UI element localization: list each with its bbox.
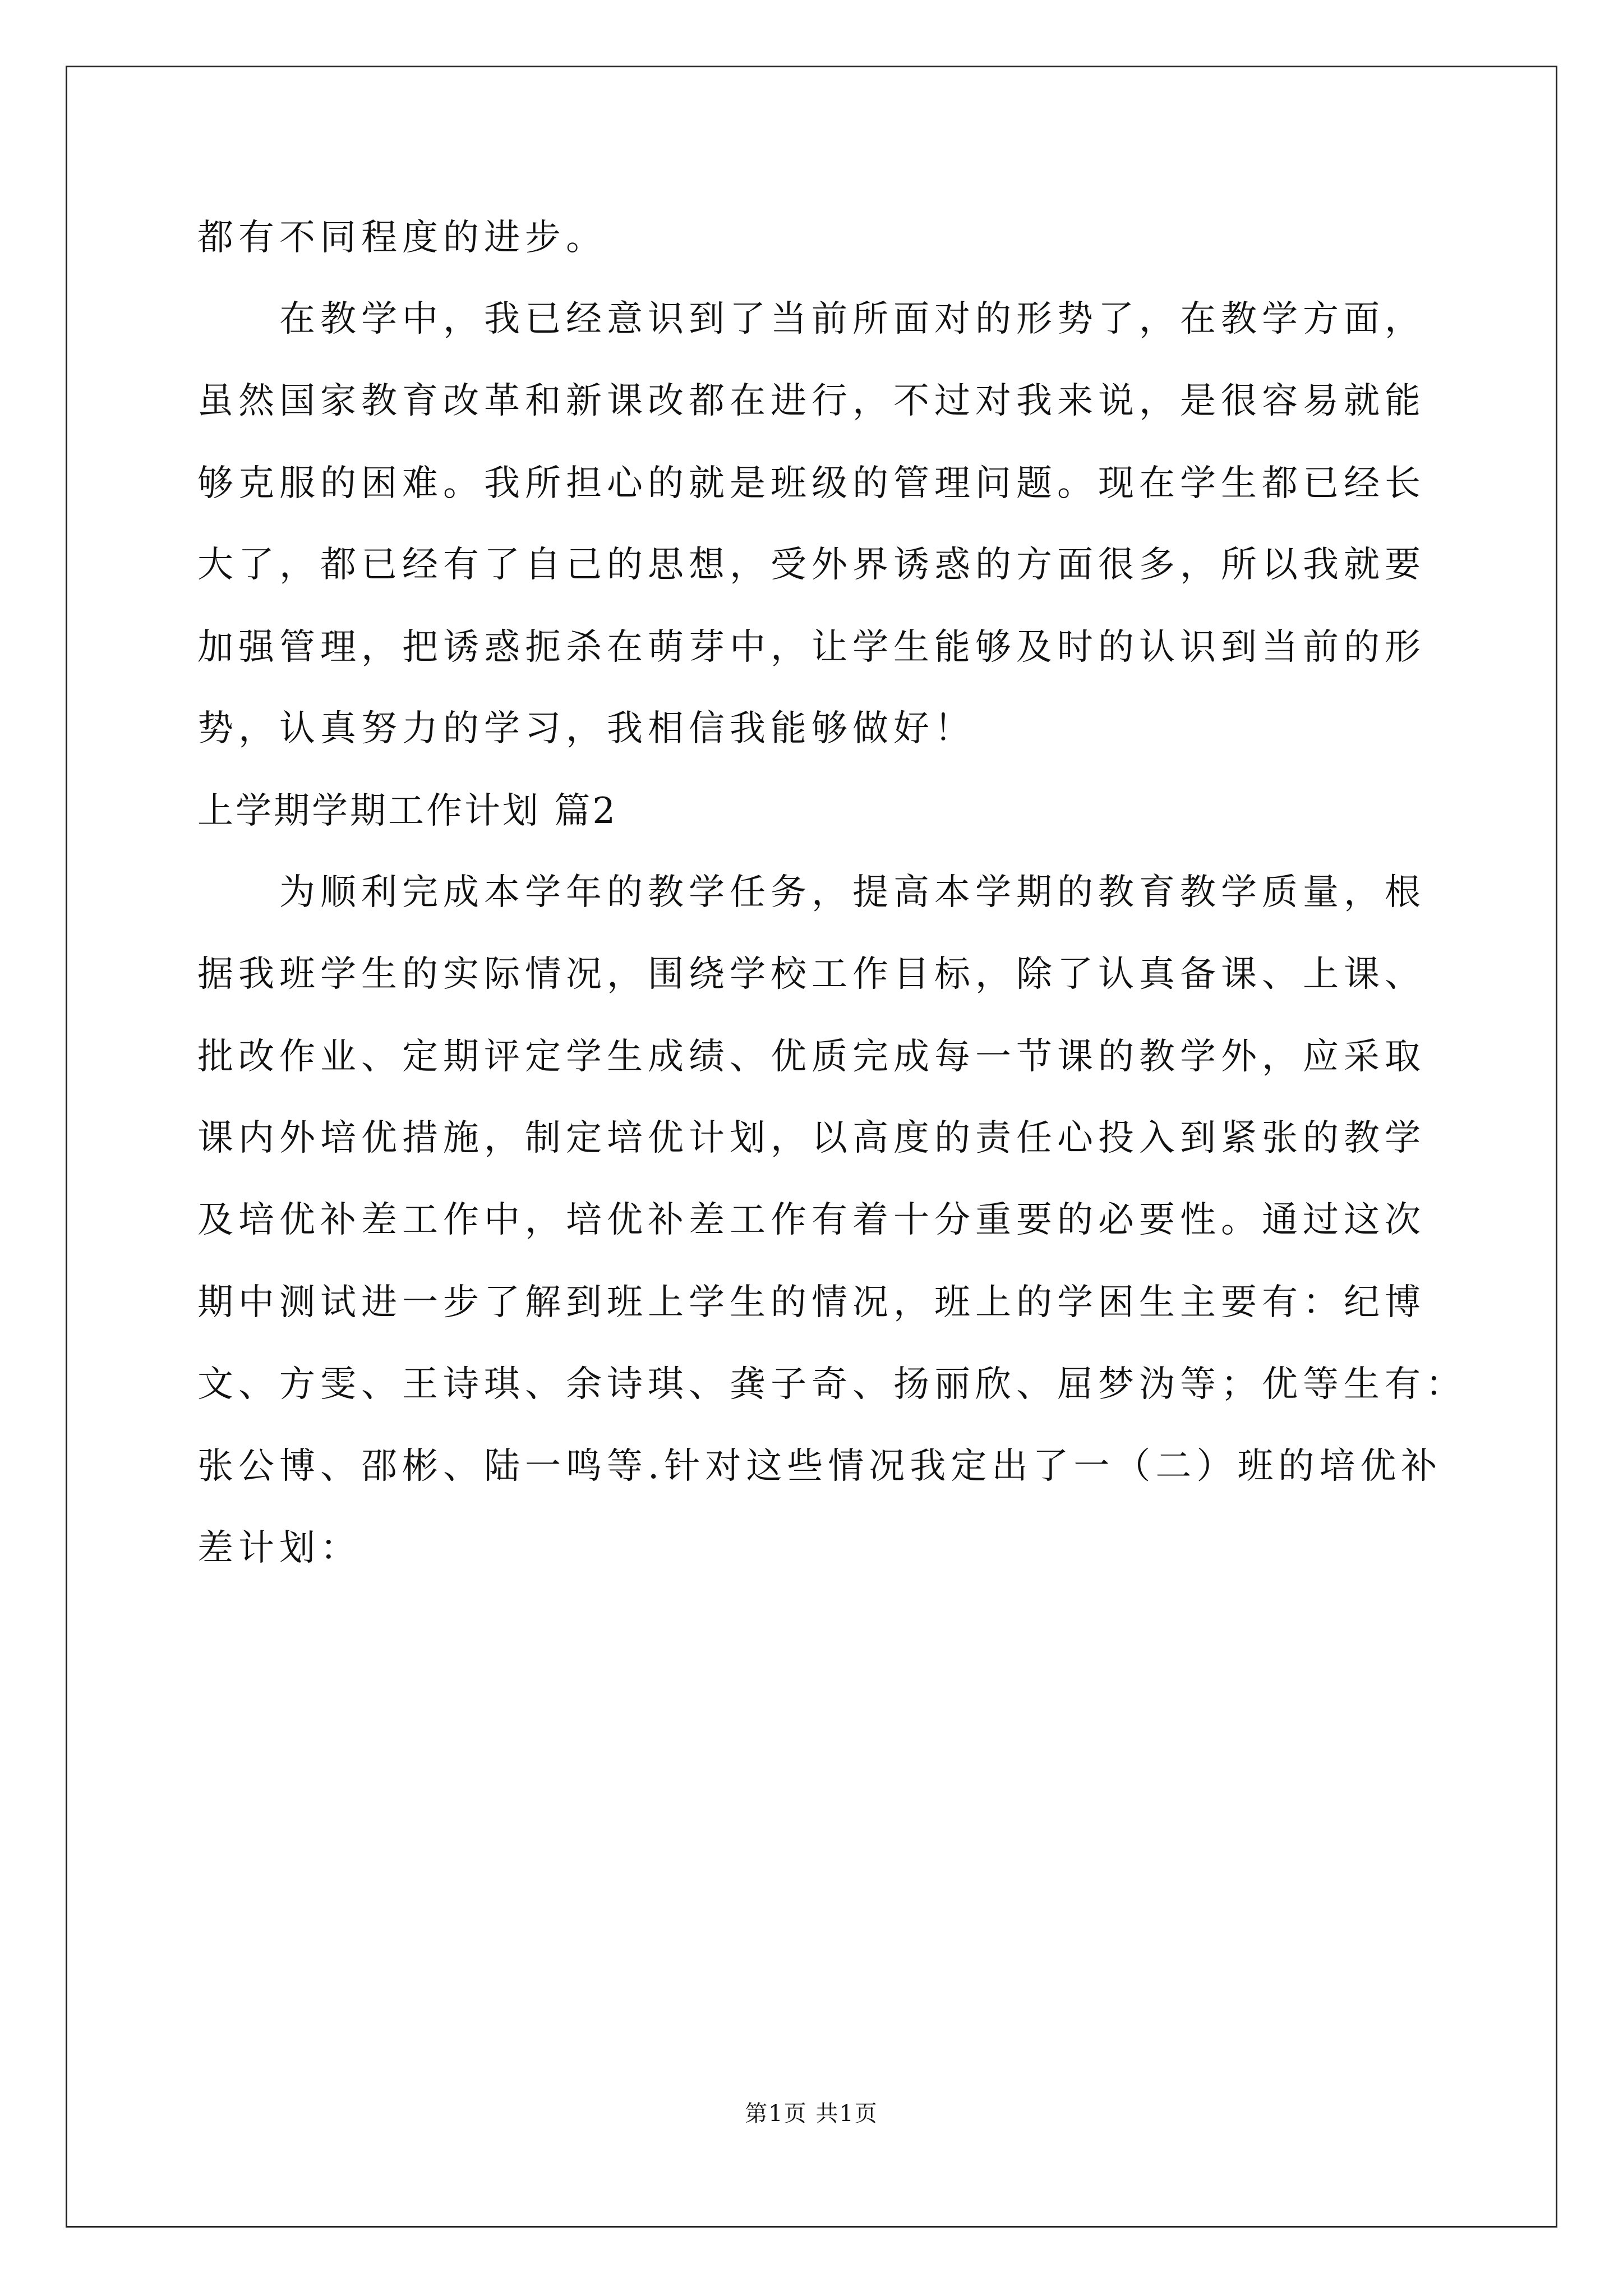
body-line: 够克服的困难。我所担心的就是班级的管理问题。现在学生都已经长 — [197, 463, 1426, 504]
body-line: 大了，都已经有了自己的思想，受外界诱惑的方面很多，所以我就要 — [197, 544, 1426, 586]
body-line: 及培优补差工作中，培优补差工作有着十分重要的必要性。通过这次 — [197, 1199, 1426, 1241]
body-line: 都有不同程度的进步。 — [197, 217, 607, 259]
body-line: 差计划： — [197, 1527, 361, 1569]
paragraph-first-line: 为顺利完成本学年的教学任务，提高本学期的教育教学质量，根 — [279, 872, 1426, 913]
page-footer: 第1页 共1页 — [745, 2101, 878, 2127]
body-line: 期中测试进一步了解到班上学生的情况，班上的学困生主要有：纪博 — [197, 1282, 1426, 1323]
body-line: 虽然国家教育改革和新课改都在进行，不过对我来说，是很容易就能 — [197, 380, 1426, 422]
body-line: 张公博、邵彬、陆一鸣等.针对这些情况我定出了一（二）班的培优补 — [197, 1446, 1442, 1487]
body-line: 加强管理，把诱惑扼杀在萌芽中，让学生能够及时的认识到当前的形 — [197, 627, 1426, 668]
body-line: 批改作业、定期评定学生成绩、优质完成每一节课的教学外，应采取 — [197, 1036, 1426, 1078]
body-line: 据我班学生的实际情况，围绕学校工作目标，除了认真备课、上课、 — [197, 954, 1426, 995]
section-heading: 上学期学期工作计划 篇2 — [197, 790, 618, 832]
body-line: 文、方雯、王诗琪、余诗琪、龚子奇、扬丽欣、屈梦沩等；优等生有： — [197, 1364, 1467, 1405]
body-line: 势，认真努力的学习，我相信我能够做好！ — [197, 708, 975, 749]
body-line: 课内外培优措施，制定培优计划，以高度的责任心投入到紧张的教学 — [197, 1117, 1426, 1159]
paragraph-first-line: 在教学中，我已经意识到了当前所面对的形势了，在教学方面， — [279, 298, 1426, 340]
